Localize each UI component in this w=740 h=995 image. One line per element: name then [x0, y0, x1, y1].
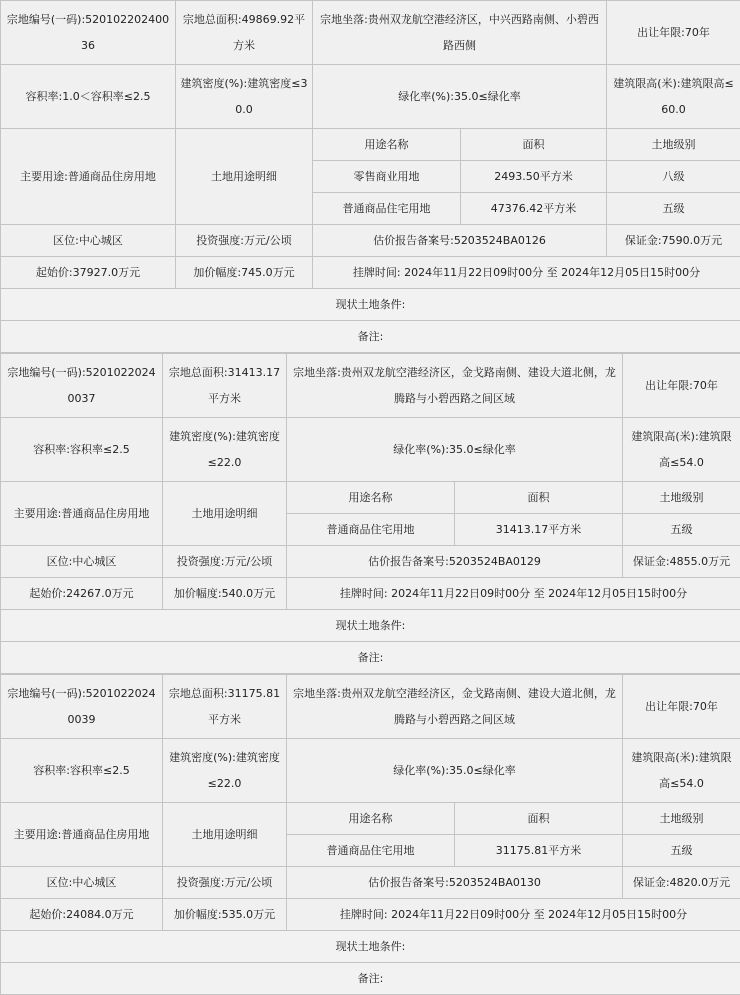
parcel-increment: 加价幅度:535.0万元: [163, 899, 287, 931]
parcel-main-use: 主要用途:普通商品住房用地: [1, 129, 176, 225]
parcel-listing-time: 挂牌时间: 2024年11月22日09时00分 至 2024年12月05日15时00分: [287, 578, 740, 610]
parcel-location: 宗地坐落:贵州双龙航空港经济区，金戈路南侧、建设大道北侧，龙腾路与小碧西路之间区域: [287, 675, 623, 739]
parcel-density: 建筑密度(%):建筑密度≤22.0: [163, 418, 287, 482]
parcel-main-use: 主要用途:普通商品住房用地: [1, 803, 163, 867]
use-header-level: 土地级别: [607, 129, 740, 161]
use-area: 47376.42平方米: [461, 193, 607, 225]
parcel-green-rate: 绿化率(%):35.0≤绿化率: [313, 65, 607, 129]
use-level: 五级: [623, 835, 740, 867]
parcel-increment: 加价幅度:540.0万元: [163, 578, 287, 610]
parcel-far: 容积率:1.0＜容积率≤2.5: [1, 65, 176, 129]
parcel-use-detail-label: 土地用途明细: [163, 803, 287, 867]
use-name: 零售商业用地: [313, 161, 461, 193]
parcel-deposit: 保证金:7590.0万元: [607, 225, 740, 257]
parcel-id: 宗地编号(一码):52010220240039: [1, 675, 163, 739]
parcel-report-number: 估价报告备案号:5203524BA0126: [313, 225, 607, 257]
parcel-table-3: [0, 674, 740, 995]
parcel-height-limit: 建筑限高(米):建筑限高≤60.0: [607, 65, 740, 129]
parcel-remark: 备注:: [1, 963, 740, 995]
parcel-report-number: 估价报告备案号:5203524BA0130: [287, 867, 623, 899]
parcel-increment: 加价幅度:745.0万元: [176, 257, 313, 289]
parcel-green-rate: 绿化率(%):35.0≤绿化率: [287, 418, 623, 482]
use-header-level: 土地级别: [623, 482, 740, 514]
parcel-investment: 投资强度:万元/公顷: [163, 546, 287, 578]
parcel-remark: 备注:: [1, 321, 740, 353]
use-header-name: 用途名称: [287, 803, 455, 835]
parcel-term: 出让年限:70年: [623, 675, 740, 739]
use-level: 八级: [607, 161, 740, 193]
parcel-start-price: 起始价:24084.0万元: [1, 899, 163, 931]
parcel-investment: 投资强度:万元/公顷: [163, 867, 287, 899]
parcel-area: 宗地总面积:31175.81平方米: [163, 675, 287, 739]
parcel-investment: 投资强度:万元/公顷: [176, 225, 313, 257]
parcel-location: 宗地坐落:贵州双龙航空港经济区，金戈路南侧、建设大道北侧，龙腾路与小碧西路之间区域: [287, 354, 623, 418]
parcel-district: 区位:中心城区: [1, 546, 163, 578]
parcel-main-use: 主要用途:普通商品住房用地: [1, 482, 163, 546]
parcel-listing-time: 挂牌时间: 2024年11月22日09时00分 至 2024年12月05日15时00分: [287, 899, 740, 931]
parcel-deposit: 保证金:4855.0万元: [623, 546, 740, 578]
parcel-remark: 备注:: [1, 642, 740, 674]
parcel-condition: 现状土地条件:: [1, 931, 740, 963]
parcel-density: 建筑密度(%):建筑密度≤22.0: [163, 739, 287, 803]
parcel-term: 出让年限:70年: [623, 354, 740, 418]
parcel-height-limit: 建筑限高(米):建筑限高≤54.0: [623, 739, 740, 803]
use-header-area: 面积: [461, 129, 607, 161]
parcel-id: 宗地编号(一码):52010220240036: [1, 1, 176, 65]
use-header-area: 面积: [455, 803, 623, 835]
use-area: 31413.17平方米: [455, 514, 623, 546]
parcel-area: 宗地总面积:49869.92平方米: [176, 1, 313, 65]
parcel-far: 容积率:容积率≤2.5: [1, 418, 163, 482]
use-header-name: 用途名称: [313, 129, 461, 161]
parcel-report-number: 估价报告备案号:5203524BA0129: [287, 546, 623, 578]
use-name: 普通商品住宅用地: [313, 193, 461, 225]
parcel-use-detail-label: 土地用途明细: [176, 129, 313, 225]
parcel-far: 容积率:容积率≤2.5: [1, 739, 163, 803]
parcel-start-price: 起始价:24267.0万元: [1, 578, 163, 610]
parcel-term: 出让年限:70年: [607, 1, 740, 65]
parcel-start-price: 起始价:37927.0万元: [1, 257, 176, 289]
parcel-condition: 现状土地条件:: [1, 289, 740, 321]
parcel-condition: 现状土地条件:: [1, 610, 740, 642]
parcel-table-1: [0, 0, 740, 353]
use-header-level: 土地级别: [623, 803, 740, 835]
parcel-area: 宗地总面积:31413.17平方米: [163, 354, 287, 418]
use-name: 普通商品住宅用地: [287, 514, 455, 546]
parcel-use-detail-label: 土地用途明细: [163, 482, 287, 546]
use-area: 2493.50平方米: [461, 161, 607, 193]
parcel-density: 建筑密度(%):建筑密度≤30.0: [176, 65, 313, 129]
parcel-district: 区位:中心城区: [1, 867, 163, 899]
use-level: 五级: [623, 514, 740, 546]
use-name: 普通商品住宅用地: [287, 835, 455, 867]
parcel-green-rate: 绿化率(%):35.0≤绿化率: [287, 739, 623, 803]
parcel-id: 宗地编号(一码):52010220240037: [1, 354, 163, 418]
parcel-location: 宗地坐落:贵州双龙航空港经济区，中兴西路南侧、小碧西路西侧: [313, 1, 607, 65]
parcel-height-limit: 建筑限高(米):建筑限高≤54.0: [623, 418, 740, 482]
use-area: 31175.81平方米: [455, 835, 623, 867]
use-header-name: 用途名称: [287, 482, 455, 514]
use-header-area: 面积: [455, 482, 623, 514]
parcel-deposit: 保证金:4820.0万元: [623, 867, 740, 899]
parcel-district: 区位:中心城区: [1, 225, 176, 257]
use-level: 五级: [607, 193, 740, 225]
parcel-table-2: [0, 353, 740, 674]
parcel-listing-time: 挂牌时间: 2024年11月22日09时00分 至 2024年12月05日15时00分: [313, 257, 740, 289]
